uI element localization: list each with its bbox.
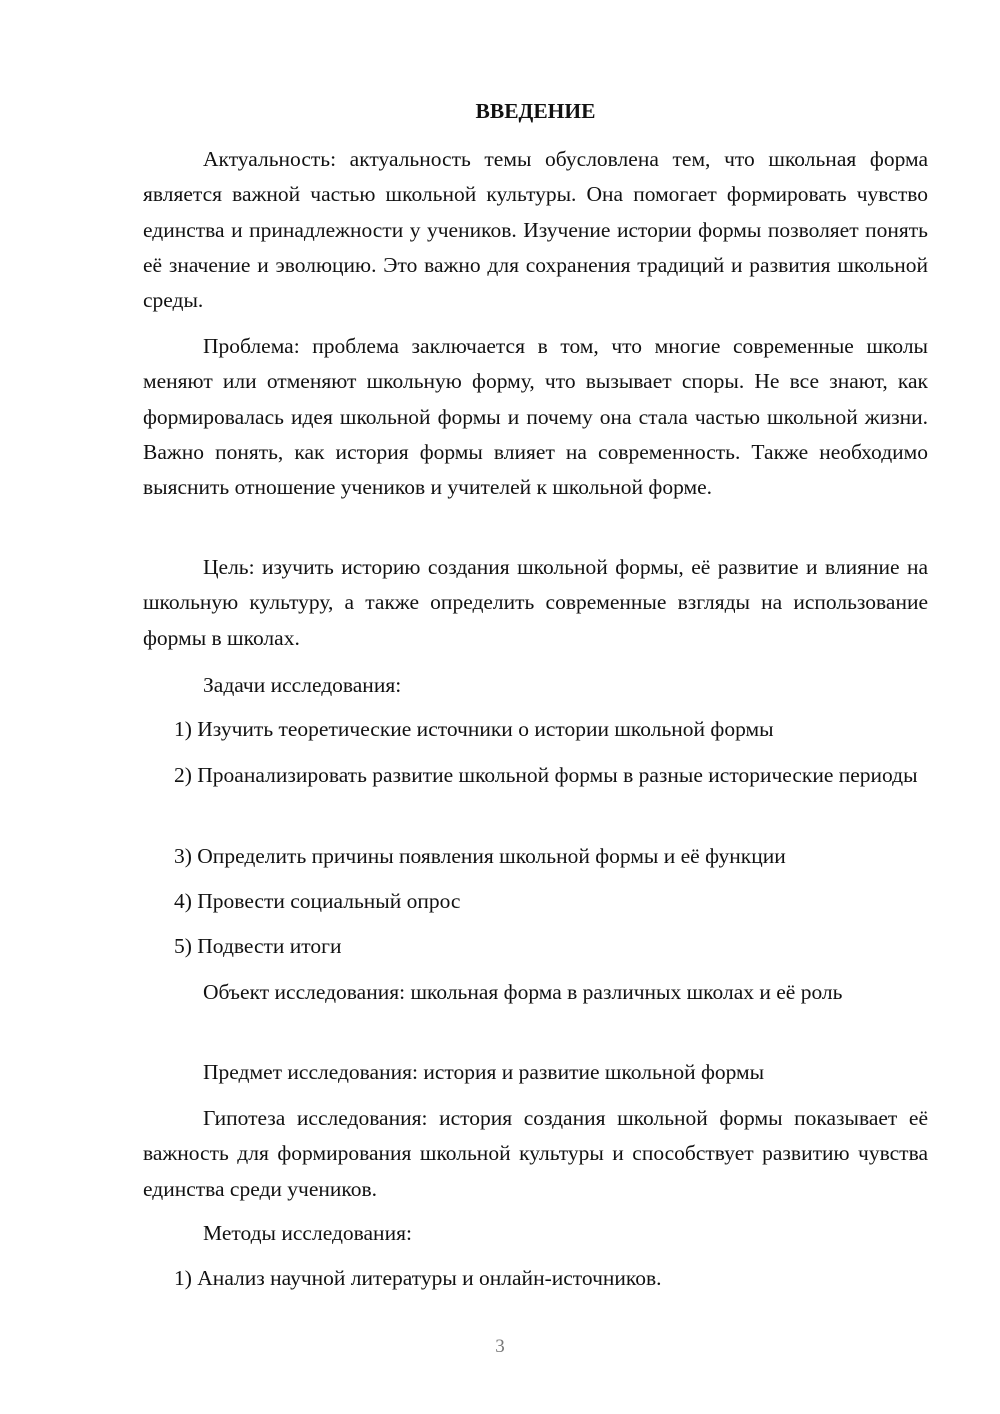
paragraph-subject: Предмет исследования: история и развитие школьной формы	[203, 1060, 765, 1084]
task-item: 1) Изучить теоретические источники о истории школьной формы	[174, 717, 774, 741]
methods-heading: Методы исследования:	[203, 1221, 412, 1245]
task-item: 3) Определить причины появления школьной формы и её функции	[174, 844, 786, 868]
section-title: ВВЕДЕНИЕ	[475, 99, 596, 123]
paragraph-relevance: Актуальность: актуальность темы обусловлена тем, что школьная форма является важной частью школьной культуры. Она помогает формировать чувство единства и принадлежности у учеников. Изучение истории формы позволяет понять её значение и эволюцию. Это важно для сохранения традиций и развития школьной среды.	[143, 147, 928, 313]
paragraph-object: Объект исследования: школьная форма в различных школах и её роль	[203, 980, 843, 1004]
paragraph-problem: Проблема: проблема заключается в том, что многие современные школы меняют или отменяют школьную форму, что вызывает споры. Не все знают, как формировалась идея школьной формы и почему она стала частью школьной жизни. Важно понять, как история формы влияет на современность. Также необходимо выяснить отношение учеников и учителей к школьной форме.	[143, 334, 928, 500]
paragraph-hypothesis: Гипотеза исследования: история создания школьной формы показывает её важность для формирования школьной культуры и способствует развитию чувства единства среди учеников.	[143, 1106, 928, 1201]
method-item: 1) Анализ научной литературы и онлайн-источников.	[174, 1266, 662, 1290]
tasks-heading: Задачи исследования:	[203, 673, 402, 697]
page-number: 3	[495, 1336, 505, 1357]
task-item: 2) Проанализировать развитие школьной формы в разные исторические периоды	[174, 763, 918, 787]
task-item: 5) Подвести итоги	[174, 934, 342, 958]
task-item: 4) Провести социальный опрос	[174, 889, 461, 913]
paragraph-goal: Цель: изучить историю создания школьной формы, её развитие и влияние на школьную культуру, а также определить современные взгляды на использование формы в школах.	[143, 555, 928, 650]
